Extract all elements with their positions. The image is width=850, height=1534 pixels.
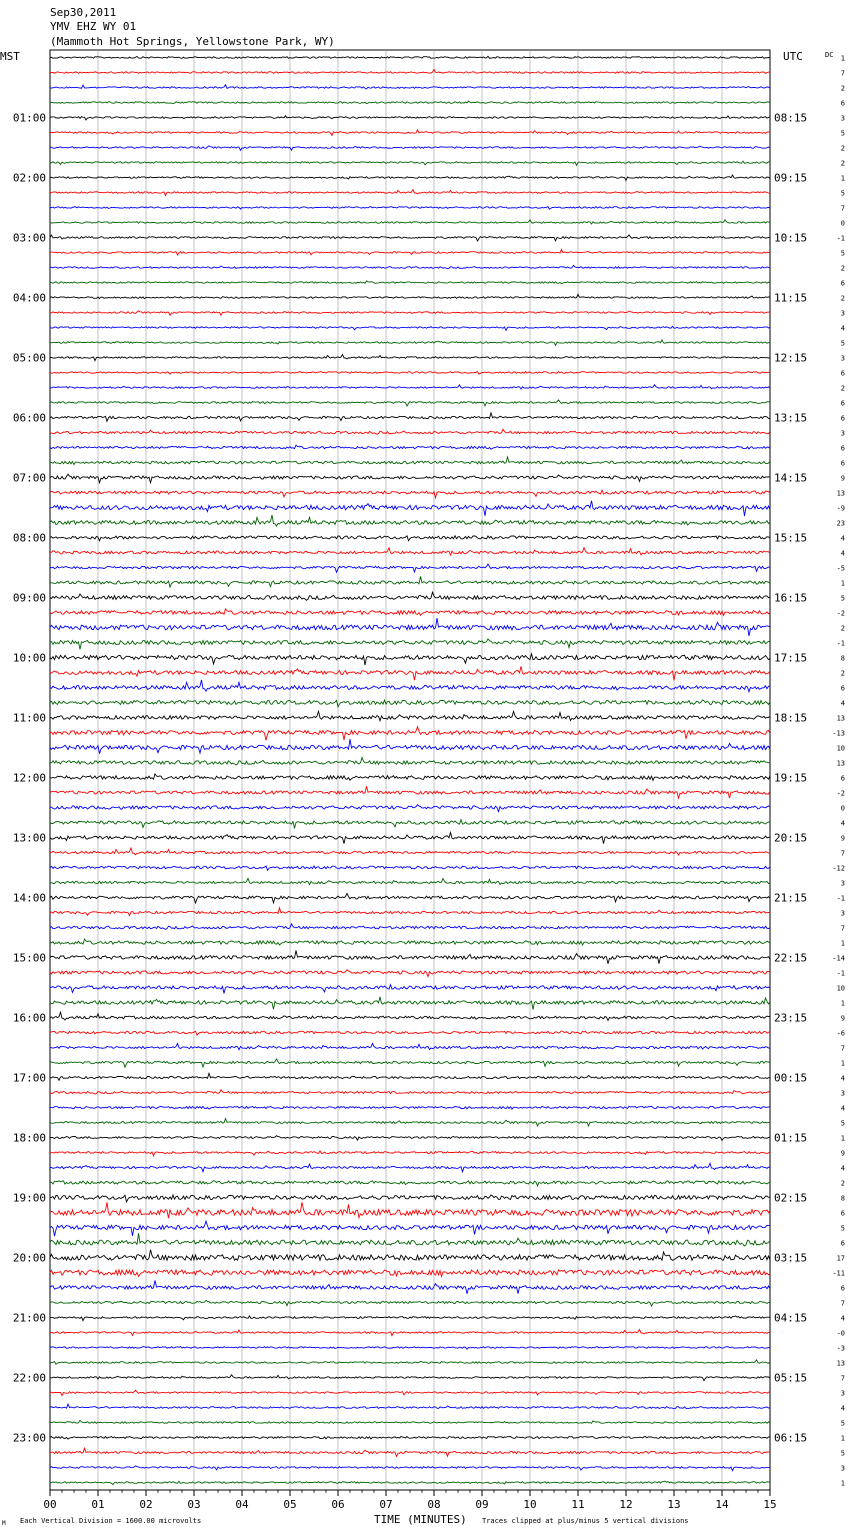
dc-offset-label: 2 xyxy=(840,84,845,93)
x-axis-title: TIME (MINUTES) xyxy=(374,1513,467,1526)
dc-offset-label: 5 xyxy=(840,1449,845,1458)
trace-line xyxy=(50,1163,770,1172)
trace-line xyxy=(50,997,770,1010)
dc-offset-label: 4 xyxy=(840,1074,845,1083)
trace-line xyxy=(50,56,770,58)
dc-offset-label: 1 xyxy=(840,174,845,183)
dc-offset-label: 4 xyxy=(840,534,845,543)
dc-offset-label: 5 xyxy=(840,339,845,348)
right-hour-label: 03:15 xyxy=(774,1251,808,1265)
dc-offset-label: 9 xyxy=(840,834,845,843)
dc-offset-label: 3 xyxy=(840,354,845,363)
x-tick-label: 05 xyxy=(283,1498,297,1511)
trace-line xyxy=(50,1250,770,1261)
right-hour-label: 20:15 xyxy=(774,831,808,845)
trace-line xyxy=(50,893,770,903)
left-hour-label: 10:00 xyxy=(12,651,46,665)
right-timezone-label: UTC xyxy=(783,50,803,63)
dc-offset-label: 6 xyxy=(840,369,845,378)
dc-offset-label: 2 xyxy=(840,144,845,153)
x-tick-label: 15 xyxy=(763,1498,777,1511)
trace-line xyxy=(50,1233,770,1246)
dc-offset-label: -11 xyxy=(832,1269,845,1278)
left-hour-label: 03:00 xyxy=(12,231,46,245)
dc-offset-label: 3 xyxy=(840,1089,845,1098)
dc-offset-label: 1 xyxy=(840,1134,845,1143)
trace-line xyxy=(50,592,770,600)
dc-offset-label: 5 xyxy=(840,1224,845,1233)
trace-line xyxy=(50,265,770,268)
trace-line xyxy=(50,457,770,465)
trace-line xyxy=(50,805,770,812)
right-hour-label: 16:15 xyxy=(774,591,808,605)
right-hour-label: 01:15 xyxy=(774,1131,808,1145)
trace-line xyxy=(50,1136,770,1141)
right-hour-label: 11:15 xyxy=(774,291,808,305)
dc-offset-label: -14 xyxy=(832,954,845,963)
dc-offset-label: 6 xyxy=(840,1284,845,1293)
x-tick-label: 00 xyxy=(43,1498,57,1511)
dc-offset-label: -1 xyxy=(836,894,845,903)
right-hour-label: 02:15 xyxy=(774,1191,808,1205)
left-hour-label: 22:00 xyxy=(12,1371,46,1385)
trace-line xyxy=(50,1466,770,1471)
dc-offset-label: 2 xyxy=(840,624,845,633)
trace-line xyxy=(50,474,770,483)
trace-line xyxy=(50,175,770,181)
corner-mark: M xyxy=(2,1520,6,1527)
dc-offset-label: 2 xyxy=(840,669,845,678)
x-tick-label: 10 xyxy=(523,1498,537,1511)
trace-line xyxy=(50,116,770,120)
right-hour-label: 14:15 xyxy=(774,471,808,485)
trace-line xyxy=(50,161,770,165)
dc-offset-label: -0 xyxy=(836,1329,845,1338)
trace-group xyxy=(50,56,770,1484)
trace-line xyxy=(50,445,770,449)
trace-line xyxy=(50,536,770,541)
left-hour-label: 14:00 xyxy=(12,891,46,905)
trace-line xyxy=(50,1375,770,1381)
trace-line xyxy=(50,564,770,572)
left-timezone-label: MST xyxy=(0,50,20,63)
dc-offset-label: 5 xyxy=(840,129,845,138)
dc-offset-label: -3 xyxy=(836,1344,845,1353)
right-hour-label: 13:15 xyxy=(774,411,808,425)
left-hour-label: 16:00 xyxy=(12,1011,46,1025)
trace-line xyxy=(50,727,770,741)
trace-line xyxy=(50,1281,770,1294)
dc-offset-label: 7 xyxy=(840,924,845,933)
trace-line xyxy=(50,711,770,721)
trace-line xyxy=(50,878,770,884)
dc-offset-label: 4 xyxy=(840,1314,845,1323)
right-hour-label: 09:15 xyxy=(774,171,808,185)
right-hour-label: 23:15 xyxy=(774,1011,808,1025)
trace-line xyxy=(50,1073,770,1080)
dc-offset-label: 7 xyxy=(840,1299,845,1308)
left-hour-label: 17:00 xyxy=(12,1071,46,1085)
right-hour-label: 06:15 xyxy=(774,1431,808,1445)
trace-line xyxy=(50,666,770,680)
left-hour-label: 20:00 xyxy=(12,1251,46,1265)
dc-offset-label: 1 xyxy=(840,54,845,63)
trace-line xyxy=(50,326,770,330)
trace-line xyxy=(50,939,770,945)
dc-offset-label: 9 xyxy=(840,1014,845,1023)
dc-offset-label: 1 xyxy=(840,999,845,1008)
trace-line xyxy=(50,970,770,977)
dc-offset-label: -1 xyxy=(836,639,845,648)
trace-line xyxy=(50,1330,770,1336)
x-tick-label: 01 xyxy=(91,1498,105,1511)
dc-offset-label: 4 xyxy=(840,819,845,828)
trace-line xyxy=(50,281,770,284)
trace-line xyxy=(50,1106,770,1109)
dc-offset-label: 7 xyxy=(840,69,845,78)
left-hour-label: 01:00 xyxy=(12,111,46,125)
dc-offset-label: 13 xyxy=(836,489,845,498)
dc-offset-label: 2 xyxy=(840,1179,845,1188)
trace-line xyxy=(50,1347,770,1350)
left-hour-label: 04:00 xyxy=(12,291,46,305)
trace-line xyxy=(50,924,770,930)
trace-line xyxy=(50,951,770,964)
left-hour-label: 21:00 xyxy=(12,1311,46,1325)
x-tick-label: 08 xyxy=(427,1498,441,1511)
right-hour-labels xyxy=(774,112,807,1445)
dc-offset-label: 3 xyxy=(840,1389,845,1398)
dc-offset-label: -5 xyxy=(836,564,845,573)
dc-offset-label: 4 xyxy=(840,1104,845,1113)
trace-line xyxy=(50,1300,770,1306)
dc-offset-label: -1 xyxy=(836,234,845,243)
dc-offset-label: 4 xyxy=(840,1164,845,1173)
dc-offset-label: -12 xyxy=(832,864,845,873)
dc-offset-label: 6 xyxy=(840,774,845,783)
trace-line xyxy=(50,1151,770,1156)
dc-offset-label: 13 xyxy=(836,714,845,723)
trace-line xyxy=(50,400,770,406)
trace-line xyxy=(50,69,770,73)
trace-line xyxy=(50,146,770,151)
header-location: (Mammoth Hot Springs, Yellowstone Park, WY) xyxy=(50,35,335,48)
dc-offset-label: 4 xyxy=(840,549,845,558)
dc-offset-label: 5 xyxy=(840,1419,845,1428)
dc-offset-label: 8 xyxy=(840,654,845,663)
dc-offset-label: -13 xyxy=(832,729,845,738)
left-hour-label: 09:00 xyxy=(12,591,46,605)
dc-offset-label: 0 xyxy=(840,219,845,228)
dc-offset-label: 13 xyxy=(836,1359,845,1368)
header-date: Sep30,2011 xyxy=(50,6,117,19)
trace-line xyxy=(50,848,770,855)
dc-offset-label: 3 xyxy=(840,114,845,123)
left-hour-label: 13:00 xyxy=(12,831,46,845)
trace-line xyxy=(50,385,770,389)
left-hour-label: 07:00 xyxy=(12,471,46,485)
trace-line xyxy=(50,311,770,316)
left-hour-label: 15:00 xyxy=(12,951,46,965)
trace-line xyxy=(50,101,770,104)
left-hour-label: 06:00 xyxy=(12,411,46,425)
trace-line xyxy=(50,340,770,346)
right-hour-label: 08:15 xyxy=(774,111,808,125)
dc-offset-label: 6 xyxy=(840,444,845,453)
footer-scale-note: Each Vertical Division = 1600.00 microvolts xyxy=(20,1517,202,1525)
right-hour-label: 17:15 xyxy=(774,651,808,665)
dc-offset-label: 6 xyxy=(840,684,845,693)
trace-line xyxy=(50,1202,770,1218)
trace-line xyxy=(50,1181,770,1186)
x-tick-label: 03 xyxy=(187,1498,201,1511)
dc-offset-label: 3 xyxy=(840,429,845,438)
footer-clip-note: Traces clipped at plus/minus 5 vertical divisions xyxy=(482,1517,689,1525)
trace-line xyxy=(50,355,770,361)
trace-line xyxy=(50,654,770,665)
dc-offset-label: 4 xyxy=(840,324,845,333)
dc-offset-label: 3 xyxy=(840,1464,845,1473)
dc-offset-label: 7 xyxy=(840,1374,845,1383)
trace-line xyxy=(50,85,770,89)
dc-offset-label: 17 xyxy=(836,1254,845,1263)
dc-offset-label: 9 xyxy=(840,1149,845,1158)
trace-line xyxy=(50,1012,770,1020)
dc-offset-label: -2 xyxy=(836,789,845,798)
right-hour-label: 18:15 xyxy=(774,711,808,725)
left-hour-label: 18:00 xyxy=(12,1131,46,1145)
dc-offset-label: 4 xyxy=(840,1404,845,1413)
trace-line xyxy=(50,576,770,587)
dc-offset-label: 0 xyxy=(840,804,845,813)
dc-offset-label: -1 xyxy=(836,969,845,978)
dc-offset-label: 7 xyxy=(840,849,845,858)
trace-line xyxy=(50,490,770,498)
trace-line xyxy=(50,372,770,375)
dc-offset-labels xyxy=(832,55,845,1488)
trace-line xyxy=(50,1420,770,1423)
trace-line xyxy=(50,548,770,555)
trace-line xyxy=(50,680,770,692)
dc-offset-label: 1 xyxy=(840,1434,845,1443)
dc-offset-label: 6 xyxy=(840,279,845,288)
trace-line xyxy=(50,1031,770,1035)
left-hour-label: 08:00 xyxy=(12,531,46,545)
x-axis-ticks xyxy=(43,1490,776,1511)
x-tick-label: 09 xyxy=(475,1498,489,1511)
dc-offset-label: 6 xyxy=(840,1209,845,1218)
dc-offset-label: 1 xyxy=(840,1479,845,1488)
trace-line xyxy=(50,739,770,754)
dc-offset-label: 6 xyxy=(840,459,845,468)
trace-line xyxy=(50,774,770,780)
dc-offset-label: 5 xyxy=(840,594,845,603)
right-hour-label: 15:15 xyxy=(774,531,808,545)
trace-line xyxy=(50,618,770,636)
trace-line xyxy=(50,190,770,196)
trace-line xyxy=(50,235,770,241)
dc-offset-label: 4 xyxy=(840,699,845,708)
trace-line xyxy=(50,1043,770,1049)
trace-line xyxy=(50,833,770,844)
dc-offset-label: 10 xyxy=(836,744,845,753)
trace-line xyxy=(50,429,770,434)
trace-line xyxy=(50,1316,770,1321)
trace-line xyxy=(50,700,770,707)
trace-line xyxy=(50,1404,770,1409)
left-hour-labels xyxy=(13,112,46,1445)
trace-line xyxy=(50,908,770,916)
trace-line xyxy=(50,515,770,526)
right-hour-label: 19:15 xyxy=(774,771,808,785)
dc-offset-label: 10 xyxy=(836,984,845,993)
x-tick-label: 02 xyxy=(139,1498,153,1511)
left-hour-label: 02:00 xyxy=(12,171,46,185)
left-hour-label: 23:00 xyxy=(12,1431,46,1445)
trace-line xyxy=(50,413,770,421)
trace-line xyxy=(50,501,770,516)
x-tick-label: 13 xyxy=(667,1498,681,1511)
dc-offset-label: 1 xyxy=(840,1059,845,1068)
dc-offset-label: 2 xyxy=(840,159,845,168)
dc-offset-label: 8 xyxy=(840,1194,845,1203)
dc-offset-label: 5 xyxy=(840,189,845,198)
trace-line xyxy=(50,786,770,798)
dc-offset-label: 2 xyxy=(840,294,845,303)
dc-offset-label: 2 xyxy=(840,384,845,393)
dc-offset-label: 6 xyxy=(840,414,845,423)
x-tick-label: 04 xyxy=(235,1498,249,1511)
dc-offset-label: 7 xyxy=(840,1044,845,1053)
trace-line xyxy=(50,609,770,616)
dc-offset-label: -6 xyxy=(836,1029,845,1038)
dc-offset-label: 23 xyxy=(836,519,845,528)
trace-line xyxy=(50,639,770,649)
dc-offset-label: 6 xyxy=(840,99,845,108)
trace-line xyxy=(50,1360,770,1364)
x-tick-label: 12 xyxy=(619,1498,633,1511)
dc-offset-label: 3 xyxy=(840,879,845,888)
x-tick-label: 07 xyxy=(379,1498,393,1511)
dc-offset-label: 5 xyxy=(840,1119,845,1128)
dc-offset-label: 6 xyxy=(840,1239,845,1248)
trace-line xyxy=(50,985,770,994)
trace-line xyxy=(50,1437,770,1440)
left-hour-label: 11:00 xyxy=(12,711,46,725)
dc-header-label: DC xyxy=(825,51,834,59)
trace-line xyxy=(50,820,770,829)
left-hour-label: 19:00 xyxy=(12,1191,46,1205)
trace-line xyxy=(50,207,770,210)
dc-offset-label: 6 xyxy=(840,399,845,408)
right-hour-label: 04:15 xyxy=(774,1311,808,1325)
right-hour-label: 21:15 xyxy=(774,891,808,905)
trace-line xyxy=(50,1270,770,1277)
trace-line xyxy=(50,1059,770,1067)
trace-line xyxy=(50,249,770,255)
trace-line xyxy=(50,1195,770,1202)
dc-offset-label: 7 xyxy=(840,204,845,213)
dc-offset-label: 1 xyxy=(840,939,845,948)
right-hour-label: 10:15 xyxy=(774,231,808,245)
trace-line xyxy=(50,1390,770,1395)
dc-offset-label: -2 xyxy=(836,609,845,618)
trace-line xyxy=(50,1090,770,1094)
trace-line xyxy=(50,1221,770,1236)
trace-line xyxy=(50,1481,770,1485)
right-hour-label: 22:15 xyxy=(774,951,808,965)
trace-line xyxy=(50,220,770,224)
trace-line xyxy=(50,1119,770,1126)
right-hour-label: 00:15 xyxy=(774,1071,808,1085)
x-tick-label: 06 xyxy=(331,1498,345,1511)
trace-line xyxy=(50,1448,770,1456)
dc-offset-label: 2 xyxy=(840,264,845,273)
dc-offset-label: 3 xyxy=(840,909,845,918)
trace-line xyxy=(50,130,770,136)
right-hour-label: 05:15 xyxy=(774,1371,808,1385)
dc-offset-label: 13 xyxy=(836,759,845,768)
left-hour-label: 12:00 xyxy=(12,771,46,785)
x-tick-label: 14 xyxy=(715,1498,729,1511)
x-tick-label: 11 xyxy=(571,1498,585,1511)
trace-line xyxy=(50,294,770,298)
dc-offset-label: 5 xyxy=(840,249,845,258)
header-station: YMV EHZ WY 01 xyxy=(50,20,137,33)
dc-offset-label: 1 xyxy=(840,579,845,588)
dc-offset-label: -9 xyxy=(836,504,845,513)
trace-line xyxy=(50,758,770,766)
trace-line xyxy=(50,866,770,871)
dc-offset-label: 3 xyxy=(840,309,845,318)
left-hour-label: 05:00 xyxy=(12,351,46,365)
right-hour-label: 12:15 xyxy=(774,351,808,365)
dc-offset-label: 9 xyxy=(840,474,845,483)
